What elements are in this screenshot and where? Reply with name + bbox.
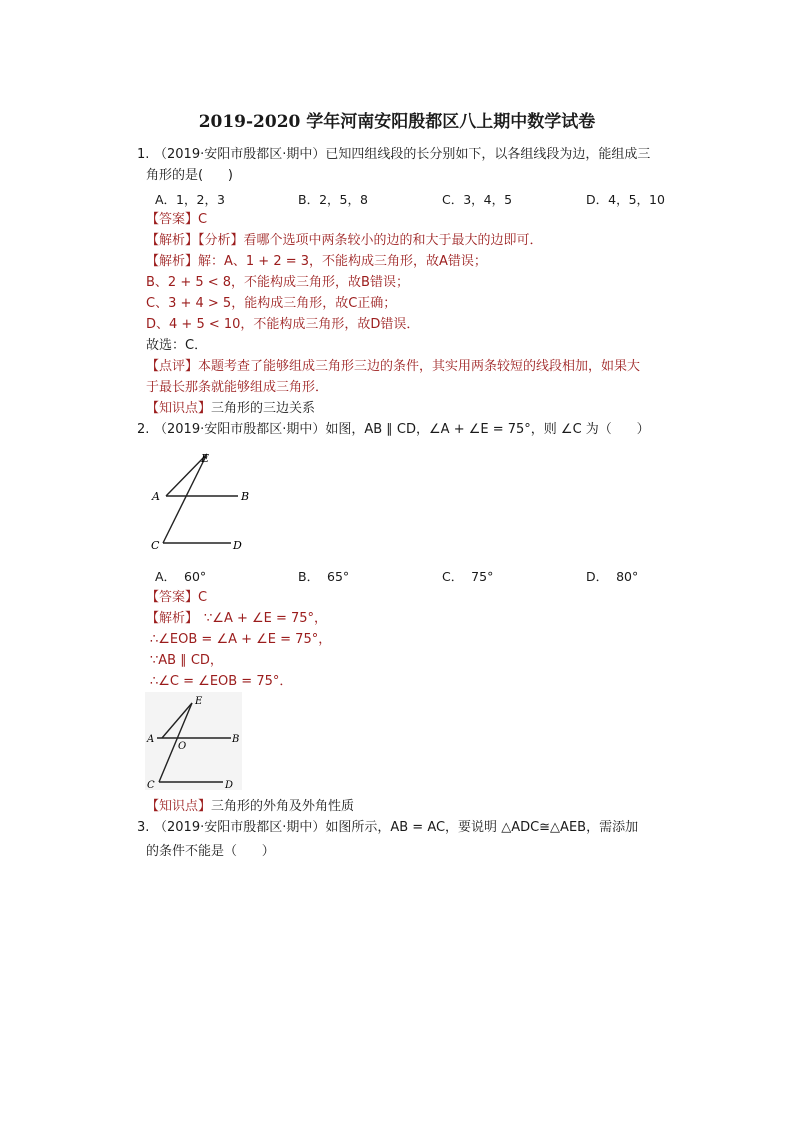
q2-option-a: A． 60° <box>155 569 207 584</box>
q1-answer <box>146 211 207 229</box>
q2s-label-b: B <box>232 734 240 745</box>
q3-stem-line-1: （2019·安阳市殷都区·期中）如图所示，AB = AC，要说明 △ADC≅△AEB，需添加 <box>154 820 639 835</box>
q2-knowledge <box>146 798 354 816</box>
q1-solution-tag: 【解析】 <box>146 254 199 269</box>
q1-analysis-tag: 【解析】【分析】 <box>146 233 244 248</box>
q2-number: 2. <box>137 422 150 437</box>
q2-label-e: E <box>201 452 210 465</box>
q1-answer-tag: 【答案】 <box>146 212 199 227</box>
q1-stem-line-2: 角形的是( ) <box>146 168 233 183</box>
q1-solution-line-3: C、3 + 4 > 5，能构成三角形，故C正确； <box>146 296 397 311</box>
q2s-label-e: E <box>195 696 203 707</box>
q1-option-a: A．1，2，3 <box>155 192 225 207</box>
q2-solution-line-4: ∴∠C = ∠EOB = 75°． <box>150 674 293 689</box>
q1-comment-line-2: 于最长那条就能够组成三角形． <box>146 380 329 395</box>
q1-knowledge <box>146 400 315 418</box>
q1-stem-line-1: （2019·安阳市殷都区·期中）已知四组线段的长分别如下，以各组线段为边，能组成三 <box>154 147 651 162</box>
q2-figure <box>145 447 265 557</box>
q2-answer <box>146 589 207 607</box>
q2-answer-tag: 【答案】 <box>146 590 199 605</box>
q3-number: 3. <box>137 820 150 835</box>
q2-line-ec <box>163 452 210 543</box>
q1-knowledge-text: 三角形的三边关系 <box>211 401 316 416</box>
q1-option-c: C．3，4，5 <box>442 192 513 207</box>
q2-knowledge-tag: 【知识点】 <box>146 799 212 814</box>
q2-knowledge-text: 三角形的外角及外角性质 <box>211 799 355 814</box>
q2-stem: （2019·安阳市殷都区·期中）如图，AB ∥ CD，∠A + ∠E = 75°，则 ∠C 为（ ） <box>154 422 650 437</box>
q1-option-b: B．2，5，8 <box>298 192 368 207</box>
q1-analysis-text: 看哪个选项中两条较小的边的和大于最大的边即可． <box>243 233 543 248</box>
q2s-label-c: C <box>147 780 155 790</box>
q2-solution-line-3: ∵AB ∥ CD， <box>150 653 223 668</box>
q2s-line-ec <box>159 703 192 782</box>
q1-comment-text-1: 本题考查了能够组成三角形三边的条件，其实用两条较短的线段相加，如果大 <box>198 359 641 374</box>
q2-option-c: C． 75° <box>442 569 494 584</box>
q3-stem-line-2: 的条件不能是（ ） <box>146 844 275 859</box>
q2-label-c: C <box>151 539 160 552</box>
q1-comment-tag: 【点评】 <box>146 359 199 374</box>
q2-solution-line-1 <box>146 610 327 628</box>
q1-comment-line-1 <box>146 358 640 376</box>
q2-label-b: B <box>241 490 250 503</box>
q1-solution-text-1: 解：A、1 + 2 = 3，不能构成三角形，故A错误； <box>198 254 487 269</box>
q2s-label-o: O <box>178 741 187 752</box>
q1-option-d: D．4，5，10 <box>586 192 665 207</box>
q2-label-d: D <box>233 539 242 552</box>
q2-label-a: A <box>152 490 160 503</box>
q1-answer-value: C <box>198 212 208 227</box>
q1-solution-line-2: B、2 + 5 < 8，不能构成三角形，故B错误； <box>146 275 409 290</box>
q2s-label-d: D <box>225 780 234 790</box>
q1-analysis <box>146 232 543 250</box>
q2-solution-figure <box>145 692 242 790</box>
q1-number: 1. <box>137 147 150 162</box>
q1-solution-line-4: D、4 + 5 < 10，不能构成三角形，故D错误． <box>146 317 420 332</box>
q2-solution-tag: 【解析】 <box>146 611 199 626</box>
q2-option-d: D． 80° <box>586 569 639 584</box>
q2-solution-line-2: ∴∠EOB = ∠A + ∠E = 75°， <box>150 632 332 647</box>
q2s-label-a: A <box>147 734 155 745</box>
q2-option-b: B． 65° <box>298 569 350 584</box>
q1-solution-line-1 <box>146 253 487 271</box>
q2-answer-value: C <box>198 590 208 605</box>
q1-knowledge-tag: 【知识点】 <box>146 401 212 416</box>
q2s-line-ea <box>162 703 192 738</box>
q1-choice: 故选：C． <box>146 338 208 353</box>
exam-title: 2019-2020 学年河南安阳殷都区八上期中数学试卷 <box>198 112 596 132</box>
q2-solution-text-1: ∵∠A + ∠E = 75°， <box>204 611 328 626</box>
